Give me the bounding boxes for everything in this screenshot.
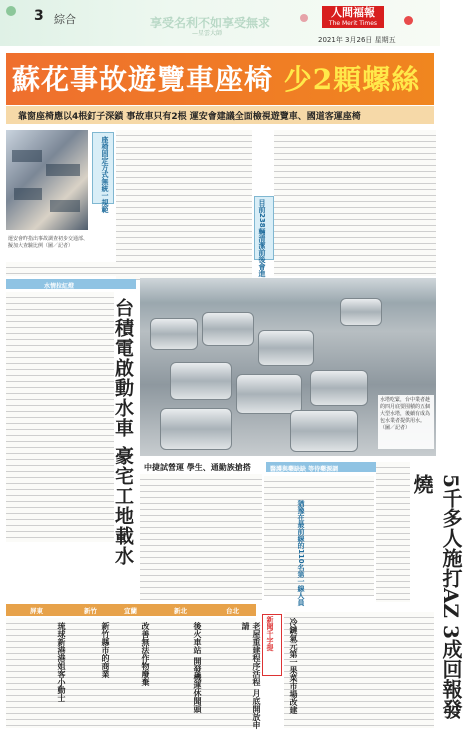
bus-seat-photo — [6, 130, 88, 230]
story2-body-text — [6, 292, 114, 542]
page-number: 3 — [34, 8, 44, 24]
regional-tab-4: 新北 — [174, 607, 187, 615]
taipei-box-headline: 冷鏈氣元第一果菜市場改建 — [289, 618, 298, 714]
taipei-box-tag: 新聞千字提 — [266, 616, 274, 651]
regional-headline-4: 後火車站 開發機運休聞頭 — [193, 622, 202, 713]
main-headline-part1: 蘇花事故遊覽車座椅 — [12, 63, 274, 96]
story2-subbody — [140, 474, 262, 600]
story3-section-label: 醫護與藥缺缺 等待藥源調 — [270, 466, 339, 473]
story1-body-text-lower — [6, 262, 134, 276]
regional-tab-1: 屏東 — [30, 607, 43, 615]
apple-icon — [404, 16, 413, 25]
photo2-caption: 水塔吃緊，台中業者趁的四月底要囤積的五個大型水塔，後續有成為包水業者提供用水。（圖／記者） — [378, 395, 434, 449]
section-name: 綜合 — [54, 13, 76, 26]
regional-headline-2: 新竹縣市的商業 — [101, 622, 110, 678]
paper-name-en: The Merit Times — [328, 20, 378, 27]
story3-box-label: 猶豫在最前線的110名第一線人員 — [297, 500, 305, 606]
slogan-author: —星雲大師 — [192, 30, 223, 37]
story3-body-text — [264, 476, 374, 596]
issue-date: 2021年 3月26日 星期五 — [318, 36, 396, 44]
story1-body-text — [116, 130, 252, 280]
main-headline-part2: 少2顆螺絲 — [283, 63, 421, 96]
photo1-caption: 運安會昨指出事故調查初步交通部、擬加大查驗比例（圖／記者） — [8, 236, 89, 249]
sidebar-box-2-label: 目前238輛清潔前後會進 — [258, 199, 266, 277]
slogan: 享受名利不如享受無求 — [150, 16, 271, 30]
flower-icon — [300, 14, 308, 22]
sidebar-box-1-label: 座椅固定方式無統一規範 — [101, 136, 109, 213]
regional-tab-2: 新竹 — [84, 607, 97, 615]
story2-headline: 台積電啟動水車 豪宅工地載水 — [112, 298, 134, 566]
story3-headline: 5千多人施打AZ 3成回報發燒 — [410, 474, 463, 719]
taipei-body-text — [284, 612, 434, 728]
regional-headline-1: 琉球新港港姐客小動士 — [57, 622, 66, 702]
story1-body-text-right — [274, 130, 436, 276]
leaf-icon — [6, 6, 16, 16]
story2-subhead: 中捷試營運 學生、通勤族搶搭 — [144, 463, 251, 472]
regional-tab-3: 宜蘭 — [124, 607, 137, 615]
subheadline: 靠窗座椅應以4根釘子深鎖 事故車只有2根 運安會建議全面檢視遊覽車、國道客運座椅 — [18, 112, 361, 122]
regional-body-text — [6, 618, 256, 728]
regional-headline-5: 老屋重建程序活程 月底開放申請 — [241, 622, 261, 729]
story2-section-label: 水情拉紅燈 — [44, 283, 75, 290]
newspaper-logo — [322, 6, 384, 28]
regional-tab-5: 台北 — [226, 607, 239, 615]
story3-body-text-2 — [376, 462, 410, 602]
regional-headline-3: 改善無法作物廢棄 — [141, 622, 150, 686]
main-headline — [12, 58, 420, 98]
paper-name: 人間福報 — [331, 6, 375, 19]
